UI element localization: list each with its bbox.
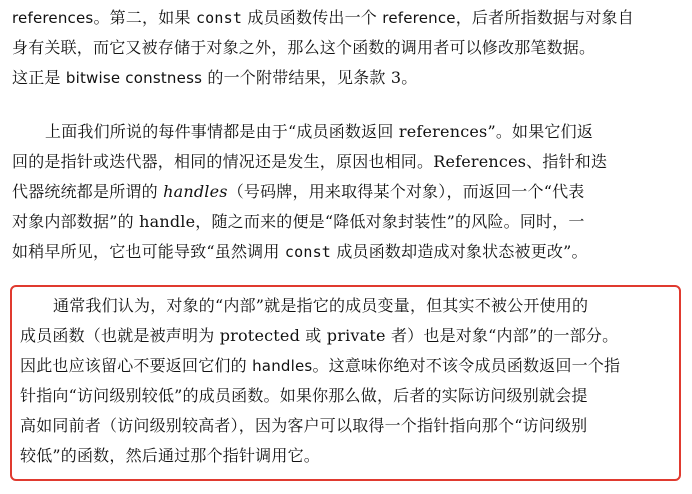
paragraph-1-line-1: references。第二，如果 const 成员函数传出一个 reference，后者所指数据与对象自 xyxy=(12,8,634,27)
paragraph-3-line-4: 针指向“访问级别较低”的成员函数。如果你那么做，后者的实际访问级别就会提 xyxy=(20,386,588,405)
paragraph-2-line-4: 对象内部数据”的 handle，随之而来的便是“降低对象封装性”的风险。同时，一 xyxy=(12,212,585,231)
paragraph-1-line-2: 身有关联，而它又被存储于对象之外，那么这个函数的调用者可以修改那笔数据。 xyxy=(12,38,596,57)
paragraph-3-line-2: 成员函数（也就是被声明为 protected 或 private 者）也是对象“内部”的一部分。 xyxy=(20,326,619,345)
paragraph-3 xyxy=(20,291,672,471)
paragraph-2 xyxy=(12,117,674,267)
paragraph-2-line-3: 代器统统都是所谓的 handles（号码牌，用来取得某个对象），而返回一个“代表 xyxy=(12,182,585,201)
paragraph-3-line-6: 较低”的函数，然后通过那个指针调用它。 xyxy=(20,446,320,465)
paragraph-3-line-3: 因此也应该留心不要返回它们的 handles。这意味你绝对不该令成员函数返回一个指 xyxy=(20,356,621,375)
paragraph-3-line-1: 通常我们认为，对象的“内部”就是指它的成员变量，但其实不被公开使用的 xyxy=(53,296,589,315)
paragraph-1-line-3: 这正是 bitwise constness 的一个附带结果，见条款 3。 xyxy=(12,68,418,87)
paragraph-2-line-1: 上面我们所说的每件事情都是由于“成员函数返回 references”。如果它们返 xyxy=(45,122,594,141)
paragraph-2-line-5: 如稍早所见，它也可能导致“虽然调用 const 成员函数却造成对象状态被更改”。 xyxy=(12,242,588,261)
paragraph-3-line-5: 高如同前者（访问级别较高者），因为客户可以取得一个指针指向那个“访问级别 xyxy=(20,416,588,435)
paragraph-1 xyxy=(12,3,674,93)
paragraph-2-line-2: 回的是指针或迭代器，相同的情况还是发生，原因也相同。References、指针和迭 xyxy=(12,152,608,171)
